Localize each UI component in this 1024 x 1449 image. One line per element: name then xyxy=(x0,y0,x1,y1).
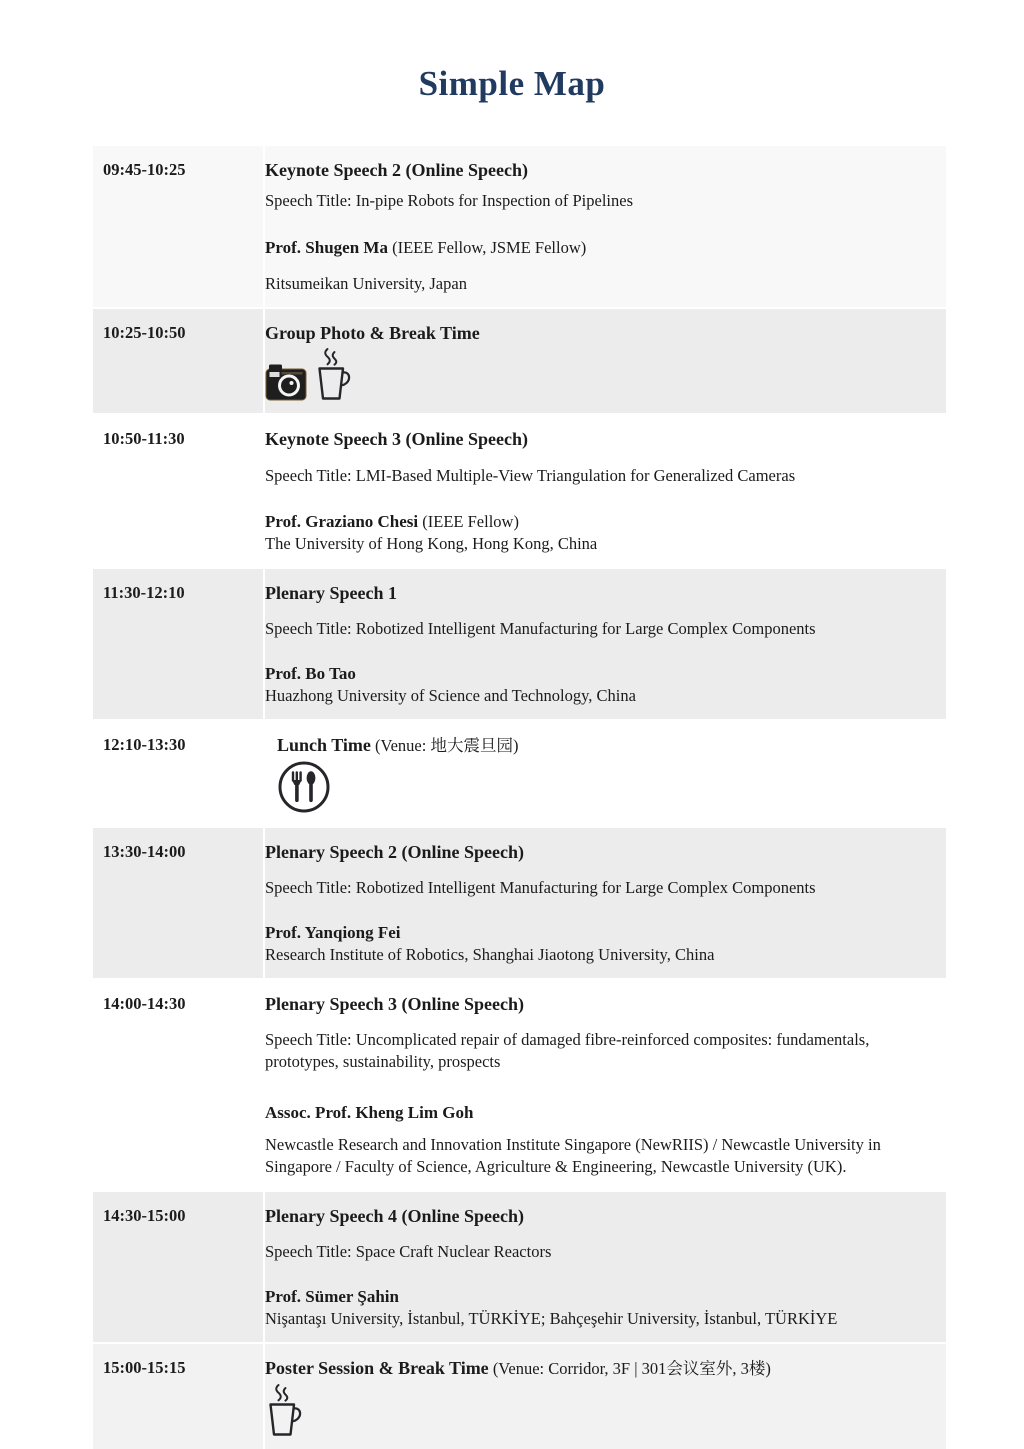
speaker-name: Prof. Yanqiong Fei xyxy=(265,923,401,942)
coffee-icon xyxy=(314,347,354,401)
paragraph-text: Nişantaşı University, İstanbul, TÜRKİYE; Bahçeşehir University, İstanbul, TÜRKİYE xyxy=(265,1309,838,1328)
event-title-text: Plenary Speech 1 xyxy=(265,583,397,603)
icon-row xyxy=(265,347,936,401)
speaker-name: Prof. Graziano Chesi xyxy=(265,512,419,531)
event-paragraph xyxy=(265,1286,936,1308)
schedule-row xyxy=(93,1344,946,1449)
paragraph-text: Speech Title: Robotized Intelligent Manufacturing for Large Complex Components xyxy=(265,619,816,638)
schedule-row xyxy=(93,721,946,826)
paragraph-text: (IEEE Fellow, JSME Fellow) xyxy=(387,238,587,257)
event-cell xyxy=(265,415,946,567)
coffee-icon xyxy=(265,1383,305,1437)
schedule-row xyxy=(93,980,946,1190)
schedule-row xyxy=(93,828,946,978)
time-range: 09:45-10:25 xyxy=(103,160,186,179)
event-title-text: Keynote Speech 3 (Online Speech) xyxy=(265,429,528,449)
event-cell xyxy=(265,146,946,307)
event-title-text: Plenary Speech 3 (Online Speech) xyxy=(265,994,524,1014)
time-cell xyxy=(93,146,263,307)
event-paragraph xyxy=(265,685,936,707)
time-range: 15:00-15:15 xyxy=(103,1358,186,1377)
paragraph-text: Speech Title: Space Craft Nuclear Reactors xyxy=(265,1242,552,1261)
event-venue-text: (Venue: Corridor, 3F | 301会议室外, 3楼) xyxy=(488,1359,771,1378)
schedule-row xyxy=(93,569,946,719)
time-range: 11:30-12:10 xyxy=(103,583,185,602)
time-range: 10:50-11:30 xyxy=(103,429,185,448)
time-cell xyxy=(93,415,263,567)
event-paragraph xyxy=(265,877,936,899)
event-title xyxy=(265,427,936,451)
event-title xyxy=(265,1204,936,1228)
time-range: 14:30-15:00 xyxy=(103,1206,186,1225)
event-paragraph xyxy=(265,1308,936,1330)
event-title-text: Plenary Speech 4 (Online Speech) xyxy=(265,1206,524,1226)
event-title xyxy=(265,321,936,345)
event-title xyxy=(265,840,936,864)
event-title-text: Keynote Speech 2 (Online Speech) xyxy=(265,160,528,180)
time-range: 14:00-14:30 xyxy=(103,994,186,1013)
event-cell xyxy=(265,828,946,978)
event-paragraph xyxy=(265,1029,936,1073)
paragraph-text: Speech Title: LMI-Based Multiple-View Triangulation for Generalized Cameras xyxy=(265,466,796,485)
event-paragraph xyxy=(265,618,936,640)
event-cell xyxy=(265,721,946,826)
event-paragraph xyxy=(265,511,936,533)
event-venue-text: (Venue: 地大震旦园) xyxy=(370,736,519,755)
event-cell xyxy=(265,980,946,1190)
paragraph-text: Newcastle Research and Innovation Institute Singapore (NewRIIS) / Newcastle University in Singapore / Faculty of Science, Agriculture & Engineering, Newcastle University (UK). xyxy=(265,1135,881,1176)
schedule-row xyxy=(93,309,946,413)
event-paragraph xyxy=(265,663,936,685)
event-paragraph xyxy=(265,190,936,212)
event-cell xyxy=(265,1344,946,1449)
time-cell xyxy=(93,721,263,826)
event-paragraph xyxy=(265,273,936,295)
schedule-table xyxy=(93,146,946,1449)
event-cell xyxy=(265,309,946,413)
time-cell xyxy=(93,1344,263,1449)
event-paragraph xyxy=(265,1102,936,1124)
event-title-text: Poster Session & Break Time xyxy=(265,1358,489,1378)
time-cell xyxy=(93,569,263,719)
speaker-name: Prof. Sümer Şahin xyxy=(265,1287,399,1306)
paragraph-text: Speech Title: Robotized Intelligent Manufacturing for Large Complex Components xyxy=(265,878,816,897)
time-cell xyxy=(93,828,263,978)
event-title-text: Lunch Time xyxy=(277,735,371,755)
schedule-row xyxy=(93,1192,946,1342)
event-title xyxy=(265,158,936,182)
paragraph-text: Speech Title: In-pipe Robots for Inspection of Pipelines xyxy=(265,191,634,210)
paragraph-text: (IEEE Fellow) xyxy=(418,512,519,531)
icon-row xyxy=(265,1383,936,1437)
icon-row xyxy=(265,760,936,814)
page-title: Simple Map xyxy=(418,64,606,103)
event-cell xyxy=(265,1192,946,1342)
speaker-name: Assoc. Prof. Kheng Lim Goh xyxy=(265,1103,474,1122)
event-paragraph xyxy=(265,465,936,487)
paragraph-text: Ritsumeikan University, Japan xyxy=(265,274,467,293)
speaker-name: Prof. Bo Tao xyxy=(265,664,356,683)
time-cell xyxy=(93,980,263,1190)
camera-icon xyxy=(265,363,307,401)
paragraph-text: Speech Title: Uncomplicated repair of damaged fibre-reinforced composites: fundamentals, prototypes, sustainability, prospects xyxy=(265,1030,870,1071)
event-paragraph xyxy=(265,533,936,555)
time-cell xyxy=(93,309,263,413)
event-paragraph xyxy=(265,1241,936,1263)
time-range: 13:30-14:00 xyxy=(103,842,186,861)
event-paragraph xyxy=(265,944,936,966)
event-paragraph xyxy=(265,237,936,259)
time-cell xyxy=(93,1192,263,1342)
event-cell xyxy=(265,569,946,719)
event-title xyxy=(265,733,936,758)
paragraph-text: Research Institute of Robotics, Shanghai Jiaotong University, China xyxy=(265,945,715,964)
paragraph-text: Huazhong University of Science and Technology, China xyxy=(265,686,636,705)
event-title-text: Plenary Speech 2 (Online Speech) xyxy=(265,842,524,862)
event-paragraph xyxy=(265,922,936,944)
event-title-text: Group Photo & Break Time xyxy=(265,323,480,343)
speaker-name: Prof. Shugen Ma xyxy=(265,238,388,257)
event-title xyxy=(265,581,936,605)
schedule-row xyxy=(93,146,946,307)
event-title xyxy=(265,1356,936,1381)
event-title xyxy=(265,992,936,1016)
time-range: 10:25-10:50 xyxy=(103,323,186,342)
event-paragraph xyxy=(265,1134,936,1178)
schedule-row xyxy=(93,415,946,567)
cutlery-icon xyxy=(277,760,331,814)
paragraph-text: The University of Hong Kong, Hong Kong, China xyxy=(265,534,598,553)
time-range: 12:10-13:30 xyxy=(103,735,186,754)
